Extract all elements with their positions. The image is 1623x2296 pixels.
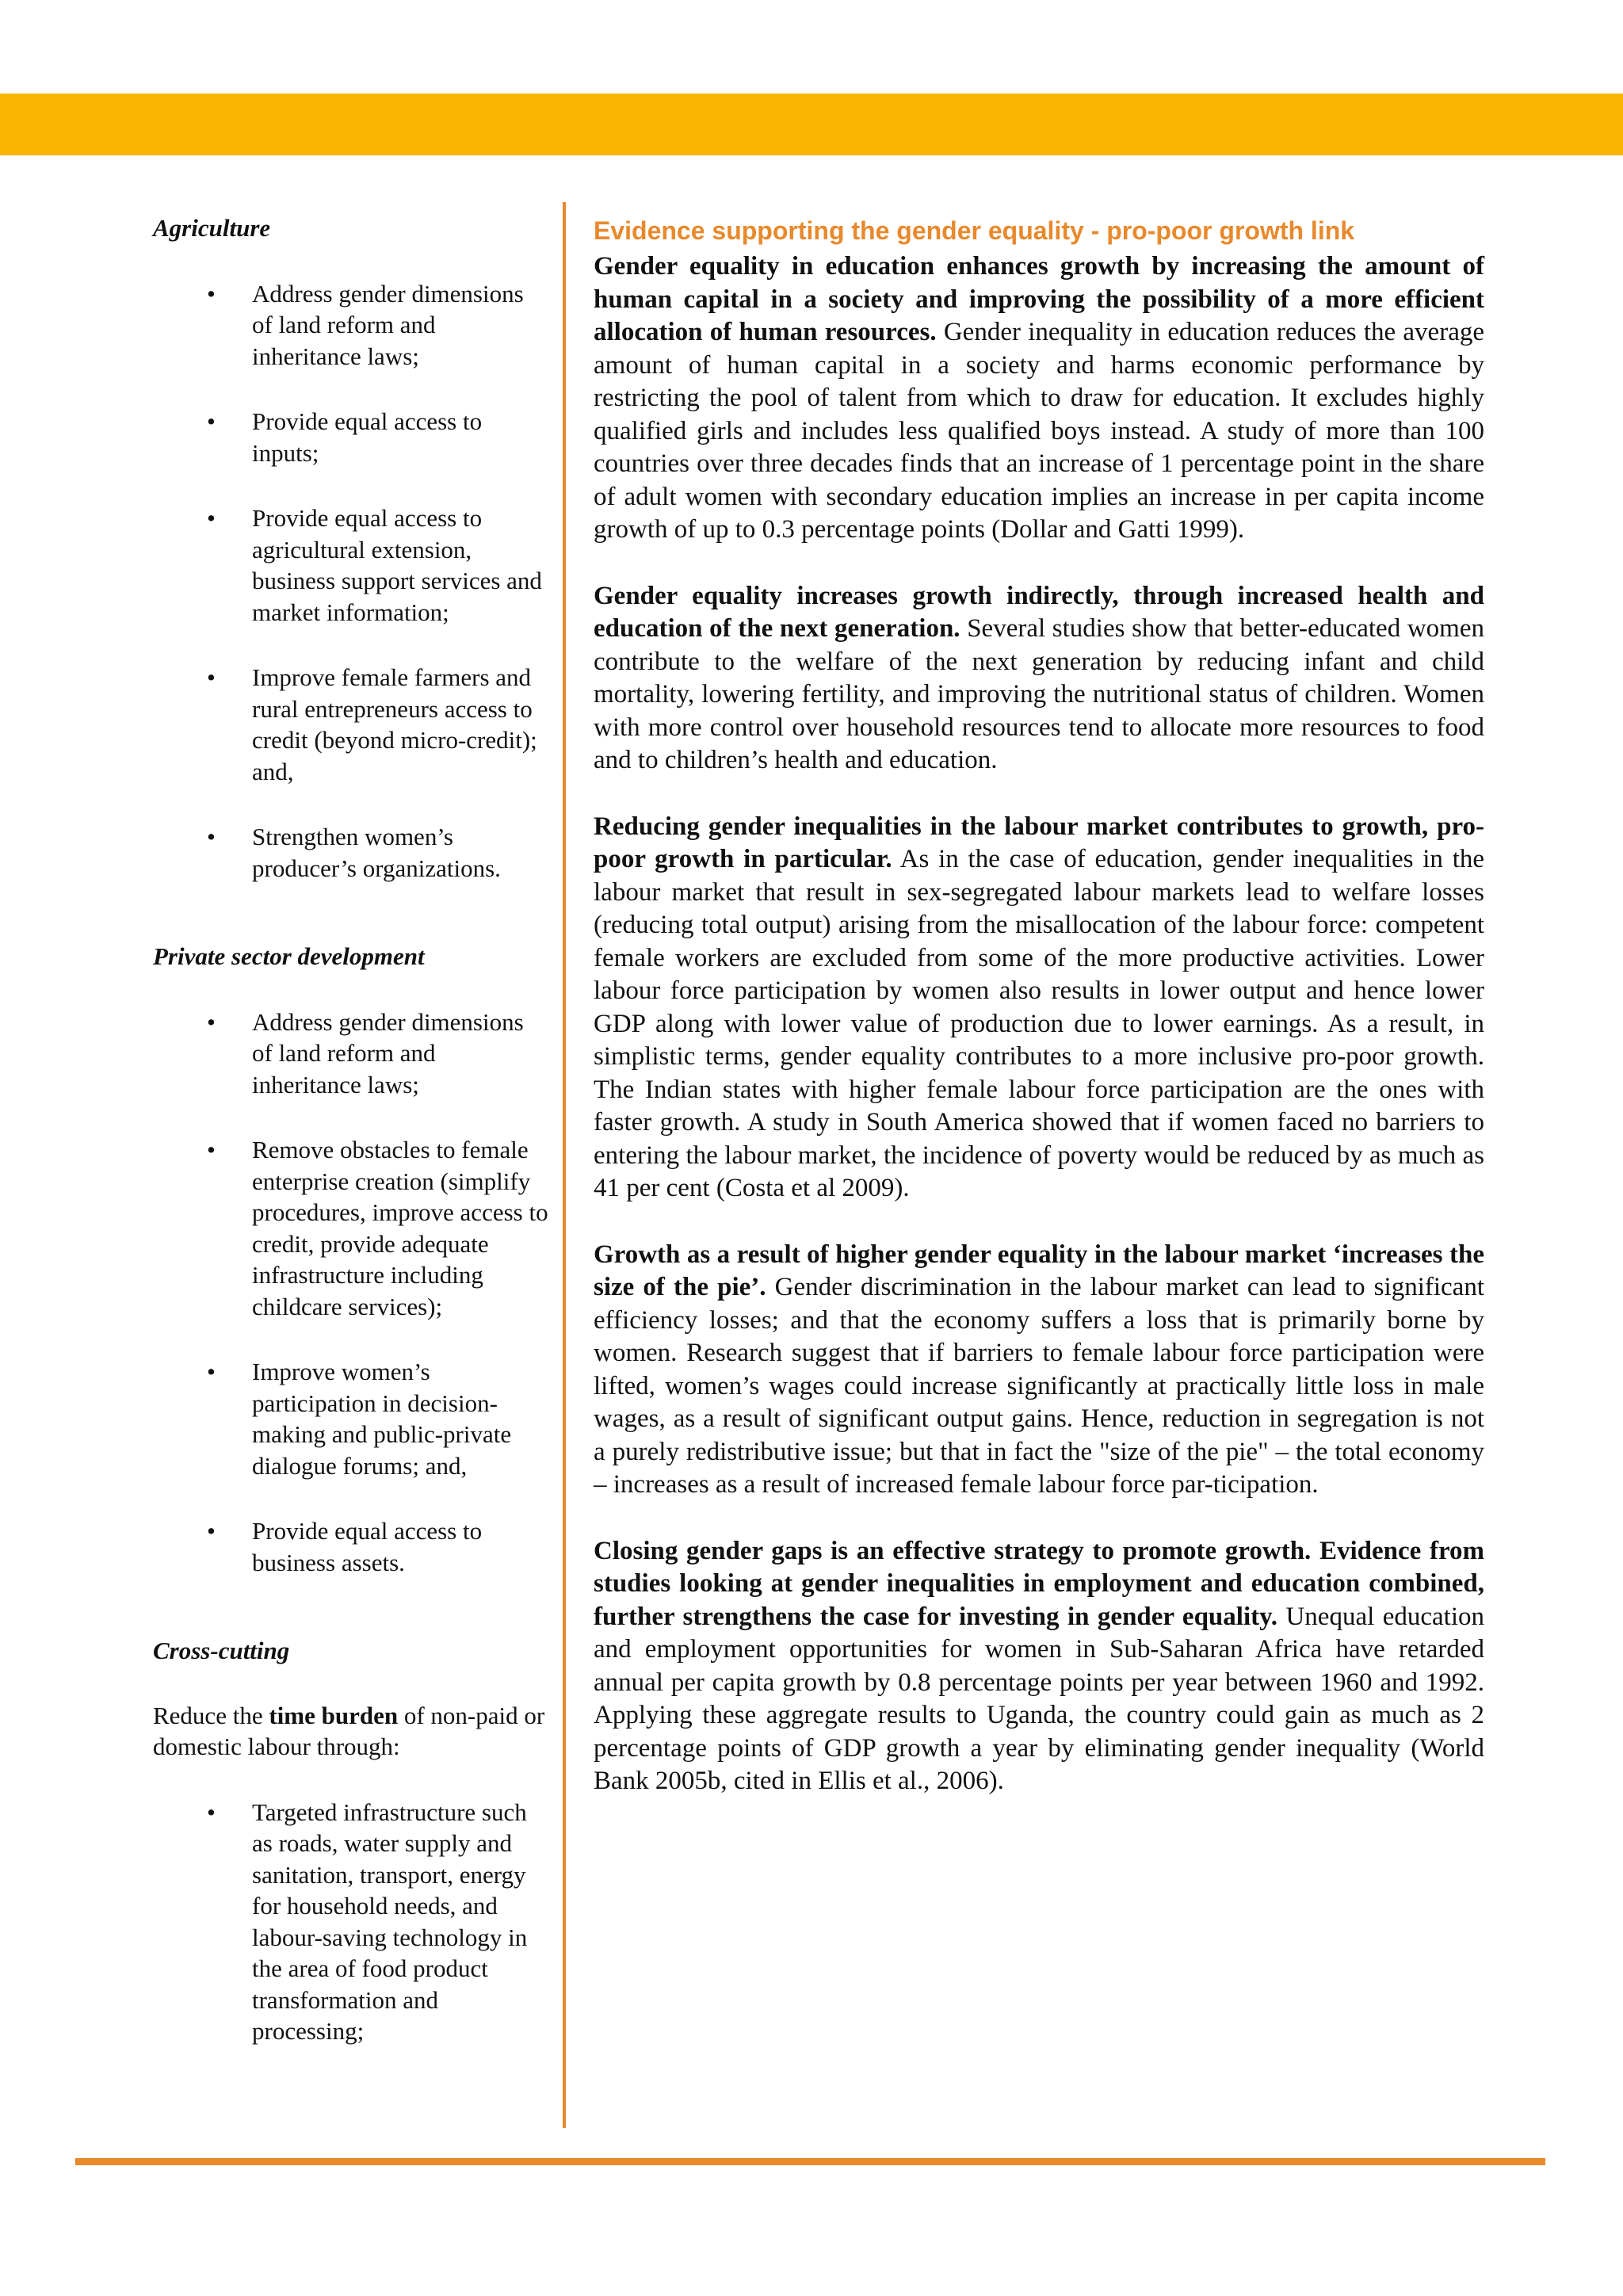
main-content (594, 214, 1484, 1832)
bullet-icon: • (207, 1797, 216, 1826)
body-paragraph: Gender equality increases growth indirectly, through increased health and education of the next generation. Several studies show that better-educated women contribute to the welfare of the next generation by reducing infant and child mortality, lowering fertility, and improving the nutritional status of children. Women with more control over household resources tend to allocate more resources to food and to children’s health and education. (594, 581, 1484, 774)
column-divider (563, 202, 566, 2128)
section-title-private-sector: Private sector development (153, 942, 425, 970)
list-item: • Targeted infrastructure such as roads, water supply and sanitation, transport, energy for household needs, and labour-saving technology in the area of food product transformation and processing; (207, 1797, 528, 2045)
bullet-icon: • (207, 407, 216, 435)
list-item: • Provide equal access to inputs; (207, 407, 483, 467)
list-item: • Address gender dimensions of land reform and inheritance laws; (207, 279, 524, 370)
list-item: • Address gender dimensions of land reform and inheritance laws; (207, 1007, 524, 1098)
list-item: • Improve women’s participation in decision-making and public-private dialogue forums; and, (207, 1358, 512, 1480)
header-band (0, 94, 1623, 155)
agriculture-list (153, 278, 549, 884)
section-title-agriculture: Agriculture (153, 214, 271, 242)
list-item: • Strengthen women’s producer’s organizations. (207, 823, 501, 882)
footer-rule (75, 2158, 1545, 2165)
list-item: • Provide equal access to agricultural extension, business support services and market information; (207, 504, 542, 626)
private-sector-list (153, 1007, 549, 1579)
list-item: • Remove obstacles to female enterprise creation (simplify procedures, improve access to credit, provide adequate infrastructure including childcare services); (207, 1136, 548, 1320)
bullet-icon: • (207, 1517, 216, 1545)
bullet-icon: • (207, 663, 216, 691)
sidebar (153, 212, 549, 2047)
bullet-icon: • (207, 1007, 216, 1036)
body-paragraph: Growth as a result of higher gender equality in the labour market ‘increases the size of the pie’. Gender discrimination in the labour market can lead to significant efficiency losses; and that the economy suffers a loss that is primarily borne by women. Research suggest that if barriers to female labour force participation were lifted, women’s wages could increase significantly at practically little loss in male wages, as a result of significant output gains. Hence, reduction in segregation is not a purely redistributive issue; but that in fact the "size of the pie" – the total economy – increases as a result of increased female labour force par-ticipation. (594, 1240, 1484, 1499)
cross-cutting-intro: Reduce the time burden of non-paid or domestic labour through: (153, 1701, 545, 1760)
bullet-icon: • (207, 1136, 216, 1163)
list-item: • Improve female farmers and rural entrepreneurs access to credit (beyond micro-credit); and, (207, 663, 537, 785)
list-item: • Provide equal access to business assets. (207, 1517, 483, 1576)
body-paragraph: Closing gender gaps is an effective strategy to promote growth. Evidence from studies looking at gender inequalities in employment and education combined, further strengthens the case for investing in gender equality. Unequal education and employment opportunities for women in Sub-Saharan Africa have retarded annual per capita growth by 0.8 percentage points per year between 1960 and 1992. Applying these aggregate results to Uganda, the country could gain as much as 2 percentage points of GDP growth a year by eliminating gender inequality (World Bank 2005b, cited in Ellis et al., 2006). (594, 1536, 1484, 1795)
body-paragraph: Gender equality in education enhances growth by increasing the amount of human capital in a society and improving the possibility of a more efficient allocation of human resources. Gender inequality in education reduces the average amount of human capital in a society and harms economic performance by restricting the pool of talent from which to draw for education. It excludes highly qualified girls and includes less qualified boys instead. A study of more than 100 countries over three decades finds that an increase of 1 percentage point in the share of adult women with secondary education implies an increase in per capita income growth of up to 0.3 percentage points (Dollar and Gatti 1999). (594, 252, 1484, 544)
bullet-icon: • (207, 504, 216, 532)
bullet-icon: • (207, 279, 216, 308)
section-title-cross-cutting: Cross-cutting (153, 1637, 290, 1664)
cross-cutting-list (153, 1797, 549, 2047)
bullet-icon: • (207, 1358, 216, 1385)
section-heading: Evidence supporting the gender equality - pro-poor growth link (594, 216, 1355, 245)
bullet-icon: • (207, 823, 216, 850)
body-paragraph: Reducing gender inequalities in the labour market contributes to growth, pro-poor growth in particular. As in the case of education, gender inequalities in the labour market that result in sex-segregated labour markets lead to welfare losses (reducing total output) arising from the misallocation of the labour force: competent female workers are excluded from some of the more productive activities. Lower labour force participation by women also results in lower output and hence lower GDP along with lower value of production due to lower earnings. As a result, in simplistic terms, gender equality contributes to a more inclusive pro-poor growth. The Indian states with higher female labour force participation are the ones with faster growth. A study in South America showed that if women faced no barriers to entering the labour market, the incidence of poverty would be reduced by as much as 41 per cent (Costa et al 2009). (594, 812, 1485, 1202)
